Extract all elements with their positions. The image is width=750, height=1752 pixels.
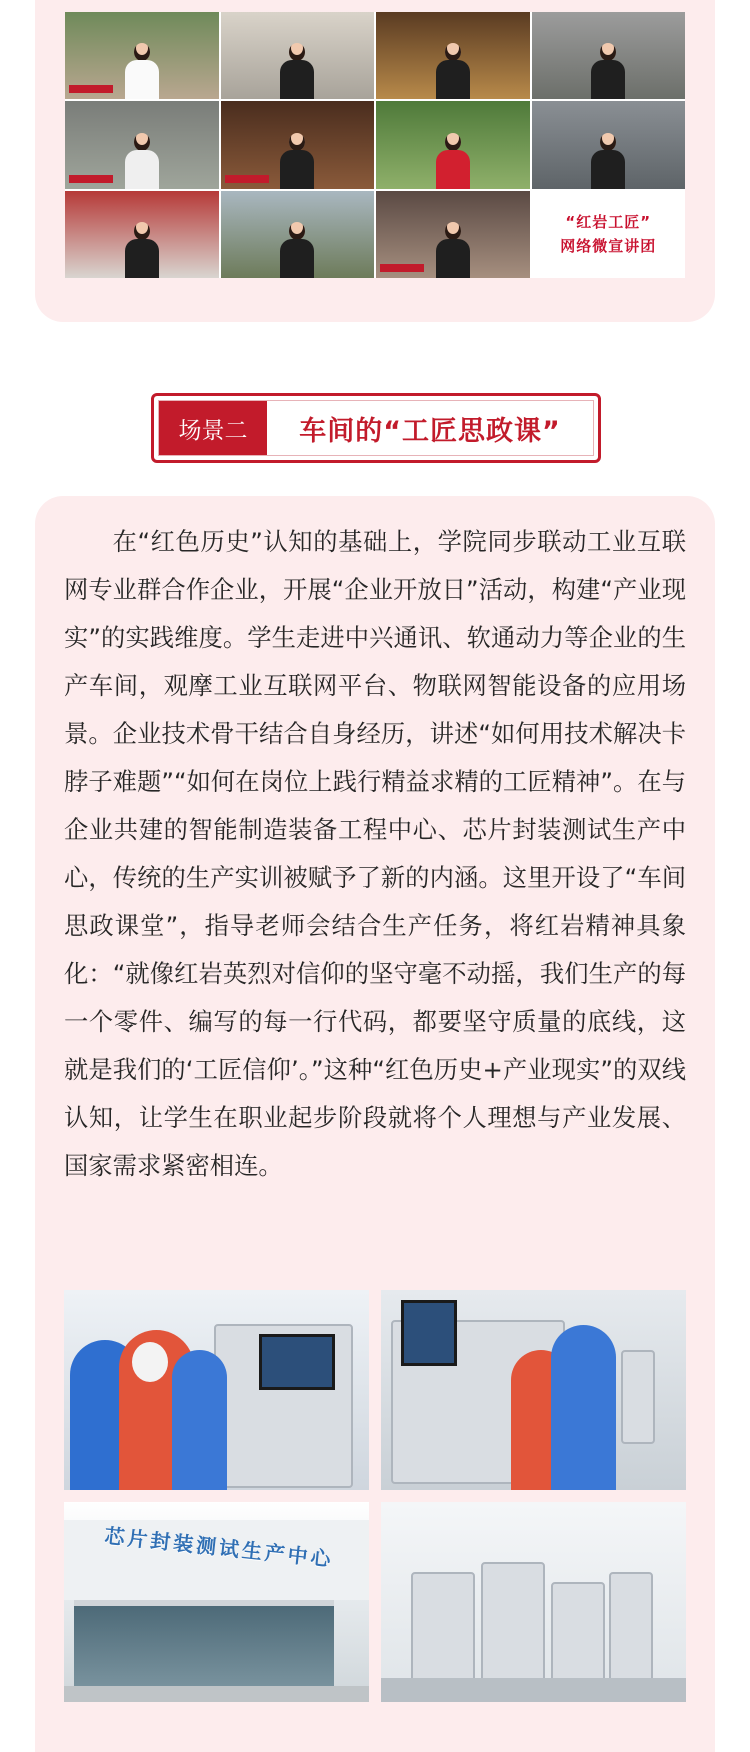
section-title: 车间的“工匠思政课” bbox=[299, 415, 561, 447]
section-tag: 场景二 bbox=[159, 401, 267, 455]
building-photo bbox=[64, 1502, 369, 1702]
production-floor-photo bbox=[381, 1502, 686, 1702]
collage-tile bbox=[221, 101, 375, 188]
cleanroom-photo-1 bbox=[64, 1290, 369, 1490]
collage-logo-tile bbox=[532, 191, 686, 278]
body-paragraph: 在“红色历史”认知的基础上，学院同步联动工业互联网专业群合作企业，开展“企业开放日”活动，构建“产业现实”的实践维度。学生走进中兴通讯、软通动力等企业的生产车间，观摩工业互联网平台、物联网智能设备的应用场景。企业技术骨干结合自身经历，讲述“如何用技术解决卡脖子难题”“如何在岗位上践行精益求精的工匠精神”。在与企业共建的智能制造装备工程中心、芯片封装测试生产中心，传统的生产实训被赋予了新的内涵。这里开设了“车间思政课堂”，指导老师会结合生产任务，将红岩精神具象化：“就像红岩英烈对信仰的坚守毫不动摇，我们生产的每一个零件、编写的每一行代码，都要坚守质量的底线，这就是我们的‘工匠信仰’。”这种“红色历史+产业现实”的双线认知，让学生在职业起步阶段就将个人理想与产业发展、国家需求紧密相连。 bbox=[64, 527, 686, 1180]
collage-tile bbox=[221, 12, 375, 99]
collage-tile bbox=[65, 101, 219, 188]
section-header bbox=[151, 393, 601, 463]
collage-tile bbox=[65, 12, 219, 99]
building-sign: 芯片封装测试生产中心 bbox=[103, 1523, 335, 1572]
collage-tile bbox=[376, 12, 530, 99]
collage-tile bbox=[221, 191, 375, 278]
collage-tile bbox=[532, 12, 686, 99]
collage-tile bbox=[532, 101, 686, 188]
collage-tile bbox=[376, 191, 530, 278]
top-card bbox=[35, 0, 715, 322]
cleanroom-photo-2 bbox=[381, 1290, 686, 1490]
video-collage-image bbox=[65, 12, 685, 278]
collage-logo-line2: 网络微宣讲团 bbox=[560, 237, 657, 256]
collage-tile bbox=[65, 191, 219, 278]
photo-grid bbox=[64, 1290, 686, 1702]
collage-logo-line1: “红岩工匠” bbox=[565, 213, 652, 232]
collage-tile bbox=[376, 101, 530, 188]
